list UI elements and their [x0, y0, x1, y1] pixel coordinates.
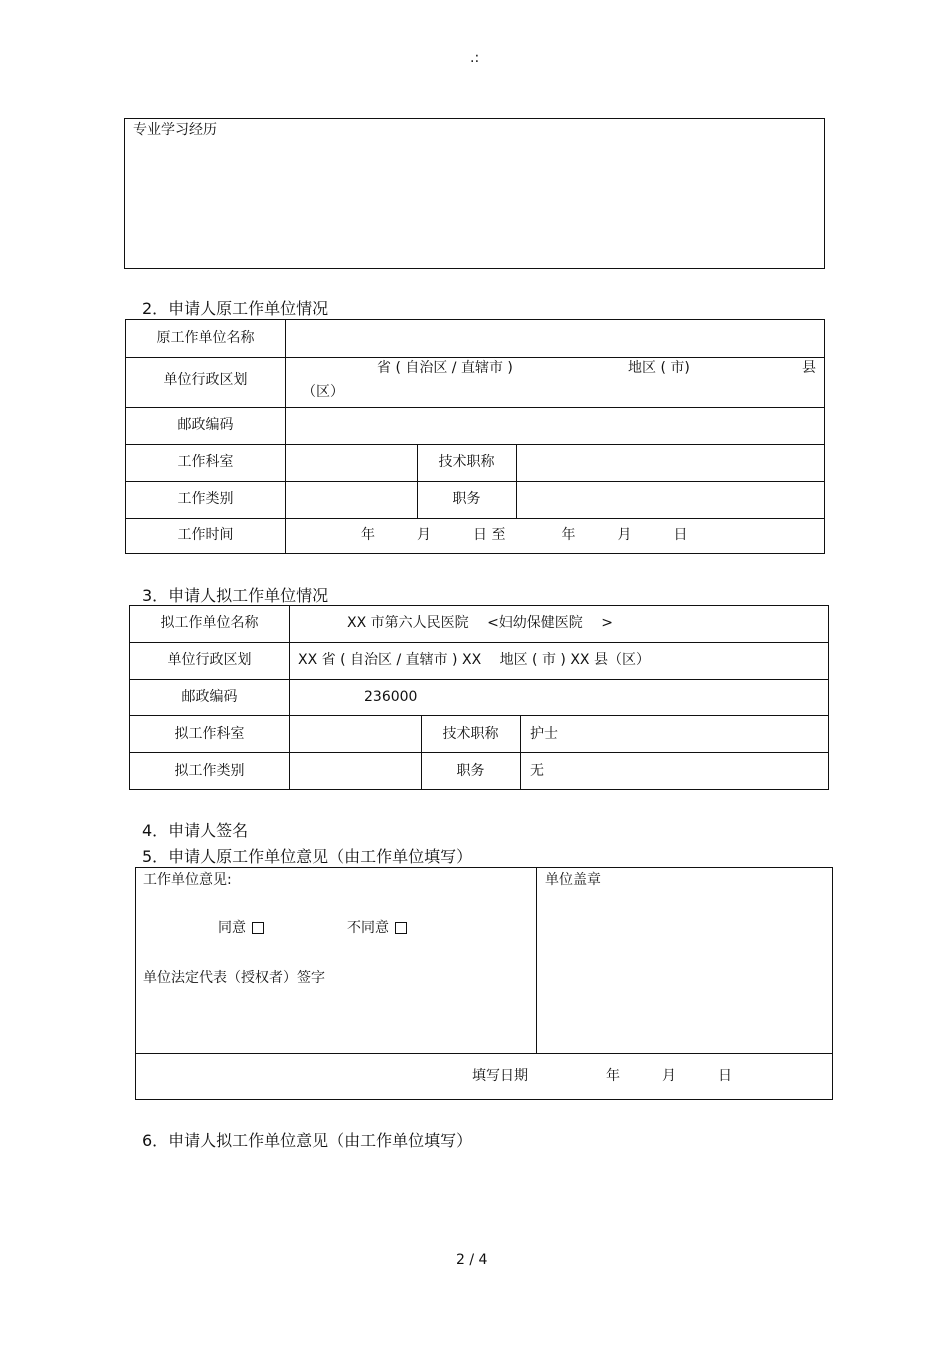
original-work-time-value: 年 月 日 至 年 月 日: [361, 527, 688, 543]
original-unit-opinion-box: [135, 867, 833, 1100]
proposed-postcode-label: 邮政编码: [181, 689, 238, 705]
fill-date-label: 填写日期: [472, 1068, 528, 1084]
agree-option[interactable]: [218, 920, 264, 936]
proposed-category-label: 拟工作类别: [174, 763, 245, 779]
original-admin-region: 地区 ( 市): [628, 360, 690, 376]
disagree-checkbox[interactable]: [395, 922, 407, 934]
disagree-label: 不同意: [347, 920, 389, 936]
proposed-postcode-value: 236000: [364, 689, 418, 705]
header-mark: .:: [470, 50, 480, 66]
original-admin-district: （区）: [302, 384, 344, 400]
section3-title: 3．申请人拟工作单位情况: [142, 586, 329, 605]
original-category-label: 工作类别: [177, 491, 234, 507]
original-admin-label: 单位行政区划: [163, 372, 248, 388]
agree-checkbox[interactable]: [252, 922, 264, 934]
section6-title: 6．申请人拟工作单位意见（由工作单位填写）: [142, 1131, 473, 1150]
proposed-dept-label: 拟工作科室: [174, 726, 245, 742]
disagree-option[interactable]: [347, 920, 407, 936]
section2-title: 2．申请人原工作单位情况: [142, 299, 329, 318]
original-postcode-label: 邮政编码: [177, 417, 234, 433]
original-admin-province: 省 ( 自治区 / 直辖市 ): [377, 360, 513, 376]
proposed-position-label: 职务: [456, 763, 485, 779]
original-work-time-label: 工作时间: [177, 527, 234, 543]
proposed-tech-title-value: 护士: [530, 726, 558, 742]
proposed-unit-table: [129, 605, 829, 790]
proposed-position-value: 无: [530, 763, 544, 779]
study-history-label: 专业学习经历: [133, 122, 217, 138]
proposed-unit-name-value: XX 市第六人民医院 <妇幼保健医院 >: [347, 615, 613, 631]
proposed-admin-value: XX 省 ( 自治区 / 直辖市 ) XX 地区 ( 市 ) XX 县（区）: [298, 652, 650, 668]
opinion-label: 工作单位意见:: [143, 872, 232, 888]
original-tech-title-label: 技术职称: [438, 454, 495, 470]
study-history-box: [124, 118, 825, 269]
original-dept-label: 工作科室: [177, 454, 234, 470]
agree-label: 同意: [218, 920, 246, 936]
original-unit-table: [125, 319, 825, 554]
original-unit-name-label: 原工作单位名称: [156, 330, 255, 346]
page-number: 2 / 4: [456, 1252, 488, 1268]
original-position-label: 职务: [452, 491, 481, 507]
fill-date-value: 年 月 日: [606, 1068, 732, 1084]
section5-title: 5．申请人原工作单位意见（由工作单位填写）: [142, 847, 473, 866]
original-admin-county: 县: [802, 360, 816, 376]
signature-label: 单位法定代表（授权者）签字: [143, 970, 325, 986]
proposed-admin-label: 单位行政区划: [167, 652, 252, 668]
proposed-tech-title-label: 技术职称: [442, 726, 499, 742]
section4-title: 4．申请人签名: [142, 821, 249, 840]
proposed-unit-name-label: 拟工作单位名称: [160, 615, 259, 631]
seal-label: 单位盖章: [545, 872, 601, 888]
